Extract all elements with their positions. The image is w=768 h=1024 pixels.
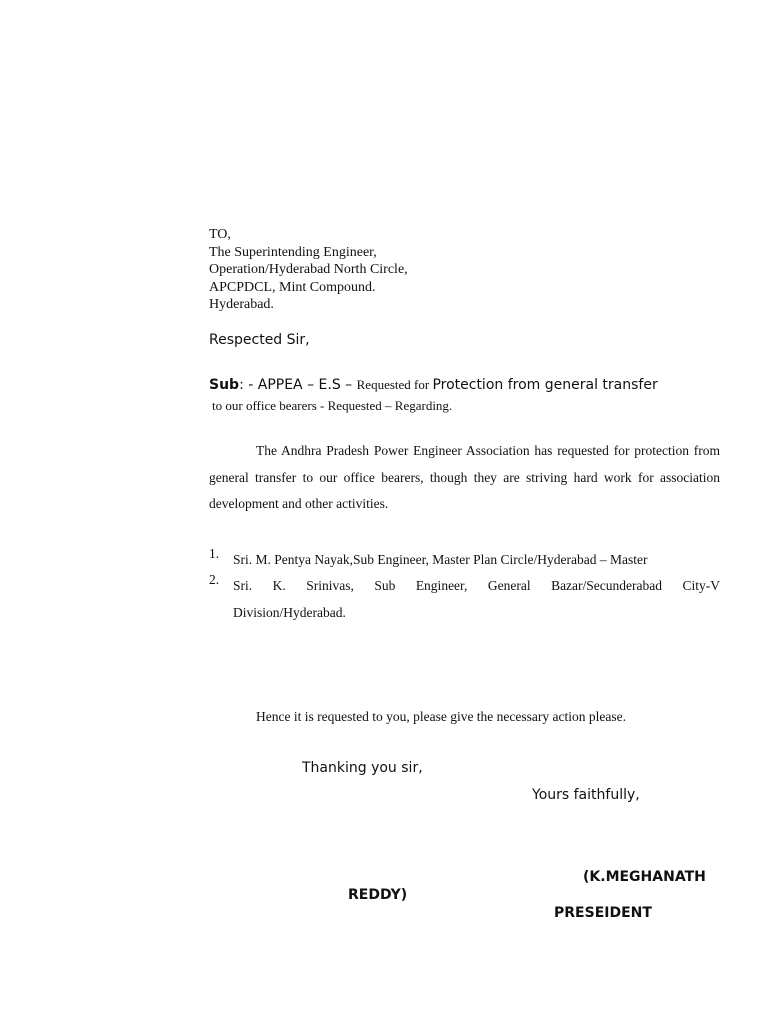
signature-name-line-2: REDDY) (348, 887, 408, 903)
signature-title: PRESEIDENT (554, 905, 652, 921)
address-to: TO, (209, 227, 231, 242)
list-item-number: 1. (209, 546, 220, 561)
subject-label: Sub (209, 377, 240, 393)
list-item-text-line-1: Sri. K. Srinivas, Sub Engineer, General Bazar/Secunderabad City-V (233, 578, 720, 593)
thanks-line: Thanking you sir, (302, 760, 423, 776)
address-line-4: Hyderabad. (209, 297, 274, 312)
salutation: Respected Sir, (209, 332, 310, 348)
address-line-1: The Superintending Engineer, (209, 244, 377, 260)
list-item-text-line-2: Division/Hyderabad. (233, 605, 346, 620)
subject-part-2: Requested for (356, 377, 433, 392)
subject-line-1 (209, 377, 658, 393)
recipient-address (209, 226, 408, 314)
closing-request: Hence it is requested to you, please give the necessary action please. (256, 709, 626, 724)
signature-name-line-1: (K.MEGHANATH (583, 869, 706, 885)
subject-line-2: to our office bearers - Requested – Regarding. (212, 398, 453, 413)
yours-faithfully: Yours faithfully, (532, 787, 640, 803)
list-item-text: Sri. M. Pentya Nayak,Sub Engineer, Master Plan Circle/Hyderabad – Master (233, 552, 648, 567)
list-item-number: 2. (209, 572, 220, 587)
address-line-3: APCPDCL, Mint Compound. (209, 279, 376, 295)
body-paragraph: The Andhra Pradesh Power Engineer Association has requested for protection from general transfer to our office bearers, though they are striving hard work for association development and other activities. (209, 443, 720, 511)
address-line-2: Operation/Hyderabad North Circle, (209, 262, 408, 277)
subject-part-3: Protection from general transfer (432, 377, 658, 393)
subject-part-1: : - APPEA – E.S – (239, 377, 357, 393)
